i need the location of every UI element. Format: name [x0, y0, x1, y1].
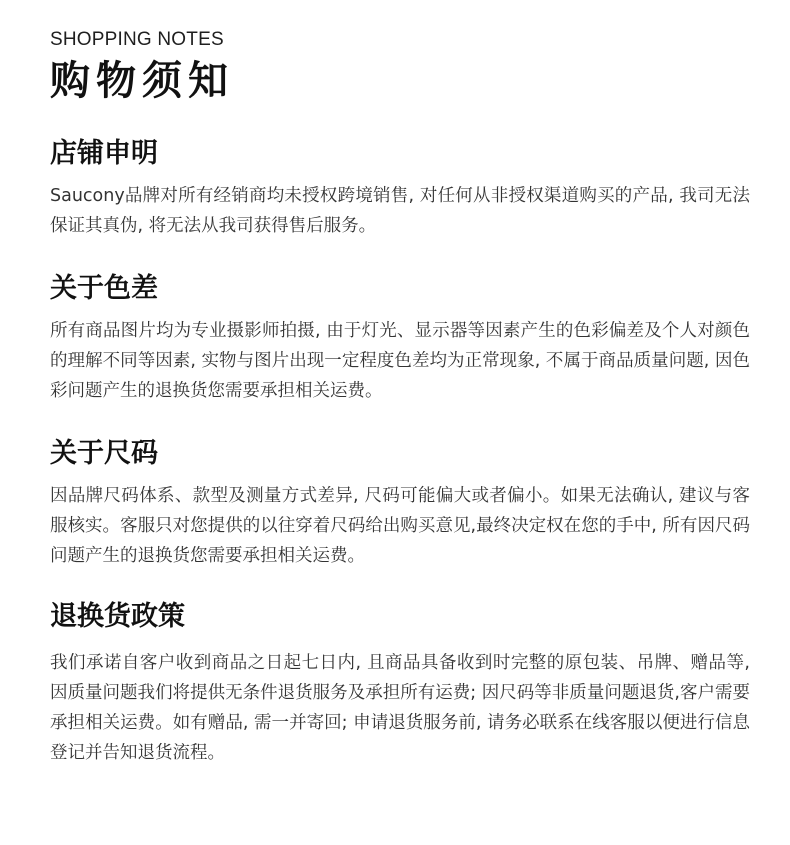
section-sizing: [50, 437, 750, 571]
page-subtitle: SHOPPING NOTES: [50, 29, 224, 50]
page-title: 购物须知: [50, 58, 234, 104]
section-return-policy: [50, 600, 750, 768]
section-body: Saucony品牌对所有经销商均未授权跨境销售, 对任何从非授权渠道购买的产品, 我司无法保证其真伪, 将无法从我司获得售后服务。: [50, 186, 750, 236]
section-store-statement: [50, 137, 750, 241]
section-heading: 退换货政策: [50, 601, 185, 632]
section-body: 因品牌尺码体系、款型及测量方式差异, 尺码可能偏大或者偏小。如果无法确认, 建议与客服核实。客服只对您提供的以往穿着尺码给出购买意见,最终决定权在您的手中, 所有因尺码问题产生的退换货您需要承担相关运费。: [50, 486, 750, 566]
section-body: 我们承诺自客户收到商品之日起七日内, 且商品具备收到时完整的原包装、吊牌、赠品等, 因质量问题我们将提供无条件退货服务及承担所有运费; 因尺码等非质量问题退货,客户需要承担相关运费。如有赠品, 需一并寄回; 申请退货服务前, 请务必联系在线客服以便进行信息登记并告知退货流程。: [50, 653, 750, 763]
section-heading: 店铺申明: [50, 138, 158, 169]
section-body: 所有商品图片均为专业摄影师拍摄, 由于灯光、显示器等因素产生的色彩偏差及个人对颜色的理解不同等因素, 实物与图片出现一定程度色差均为正常现象, 不属于商品质量问题, 因色彩问题产生的退换货您需要承担相关运费。: [50, 321, 750, 401]
section-heading: 关于尺码: [50, 438, 158, 469]
section-heading: 关于色差: [50, 273, 158, 304]
section-color-difference: [50, 272, 750, 406]
